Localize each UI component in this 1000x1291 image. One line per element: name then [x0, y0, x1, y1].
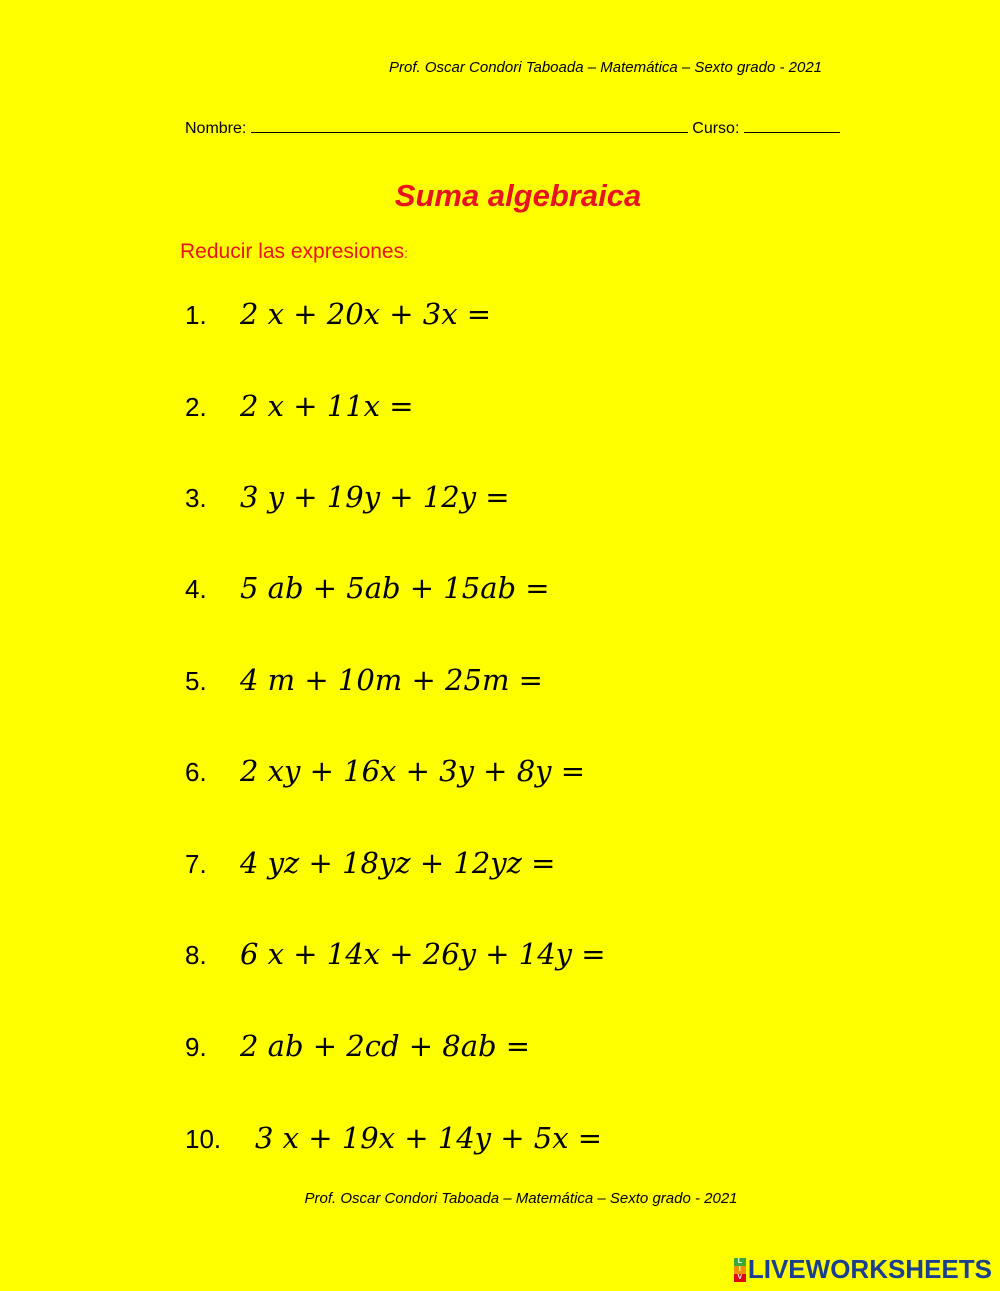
instruction-colon: : — [404, 245, 408, 261]
exercise-number: 6. — [185, 757, 207, 787]
exercise-1 — [185, 297, 491, 331]
exercise-expression: 2 xy + 16x + 3y + 8y = — [240, 754, 586, 788]
exercise-number: 8. — [185, 940, 207, 970]
exercise-number: 1. — [185, 300, 207, 330]
exercise-3 — [185, 480, 510, 514]
logo-mark-icon — [734, 1258, 746, 1282]
logo-mark-v: V — [734, 1274, 746, 1282]
exercise-expression: 3 x + 19x + 14y + 5x = — [255, 1121, 603, 1155]
course-field[interactable] — [744, 118, 840, 133]
exercise-expression: 4 m + 10m + 25m = — [240, 663, 543, 697]
logo-text: LIVEWORKSHEETS — [747, 1254, 992, 1284]
exercise-number: 4. — [185, 574, 207, 604]
exercise-number: 7. — [185, 849, 207, 879]
exercise-expression: 6 x + 14x + 26y + 14y = — [240, 937, 606, 971]
exercise-6 — [185, 754, 585, 788]
exercise-expression: 2 x + 20x + 3x = — [240, 297, 492, 331]
exercise-8 — [185, 937, 606, 971]
instruction-text: Reducir las expresiones — [180, 240, 405, 263]
footer-credit: Prof. Oscar Condori Taboada – Matemática – Sexto grado - 2021 — [304, 1190, 738, 1207]
exercise-number: 9. — [185, 1032, 207, 1062]
instruction — [180, 240, 408, 264]
exercise-number: 5. — [185, 666, 207, 696]
logo-mark-i: I — [734, 1266, 746, 1274]
header-credit: Prof. Oscar Condori Taboada – Matemática – Sexto grado - 2021 — [389, 59, 823, 76]
course-label: Curso: — [692, 120, 740, 137]
exercise-expression: 4 yz + 18yz + 12yz = — [240, 846, 556, 880]
exercise-expression: 3 y + 19y + 12y = — [240, 480, 510, 514]
liveworksheets-logo[interactable] — [734, 1254, 992, 1285]
worksheet-title: Suma algebraica — [394, 178, 642, 213]
exercise-number: 10. — [185, 1124, 222, 1154]
exercise-5 — [185, 663, 543, 697]
exercise-expression: 2 x + 11x = — [240, 389, 414, 423]
name-label: Nombre: — [185, 120, 247, 137]
logo-mark-l: L — [734, 1258, 746, 1266]
exercise-9 — [185, 1029, 530, 1063]
exercise-number: 2. — [185, 392, 207, 422]
name-course-line — [185, 118, 840, 138]
exercise-number: 3. — [185, 483, 207, 513]
exercise-2 — [185, 389, 414, 423]
exercise-7 — [185, 846, 555, 880]
exercise-expression: 2 ab + 2cd + 8ab = — [240, 1029, 531, 1063]
exercise-4 — [185, 571, 550, 605]
name-field[interactable] — [251, 118, 688, 133]
exercise-10 — [185, 1121, 602, 1155]
exercise-expression: 5 ab + 5ab + 15ab = — [240, 571, 550, 605]
